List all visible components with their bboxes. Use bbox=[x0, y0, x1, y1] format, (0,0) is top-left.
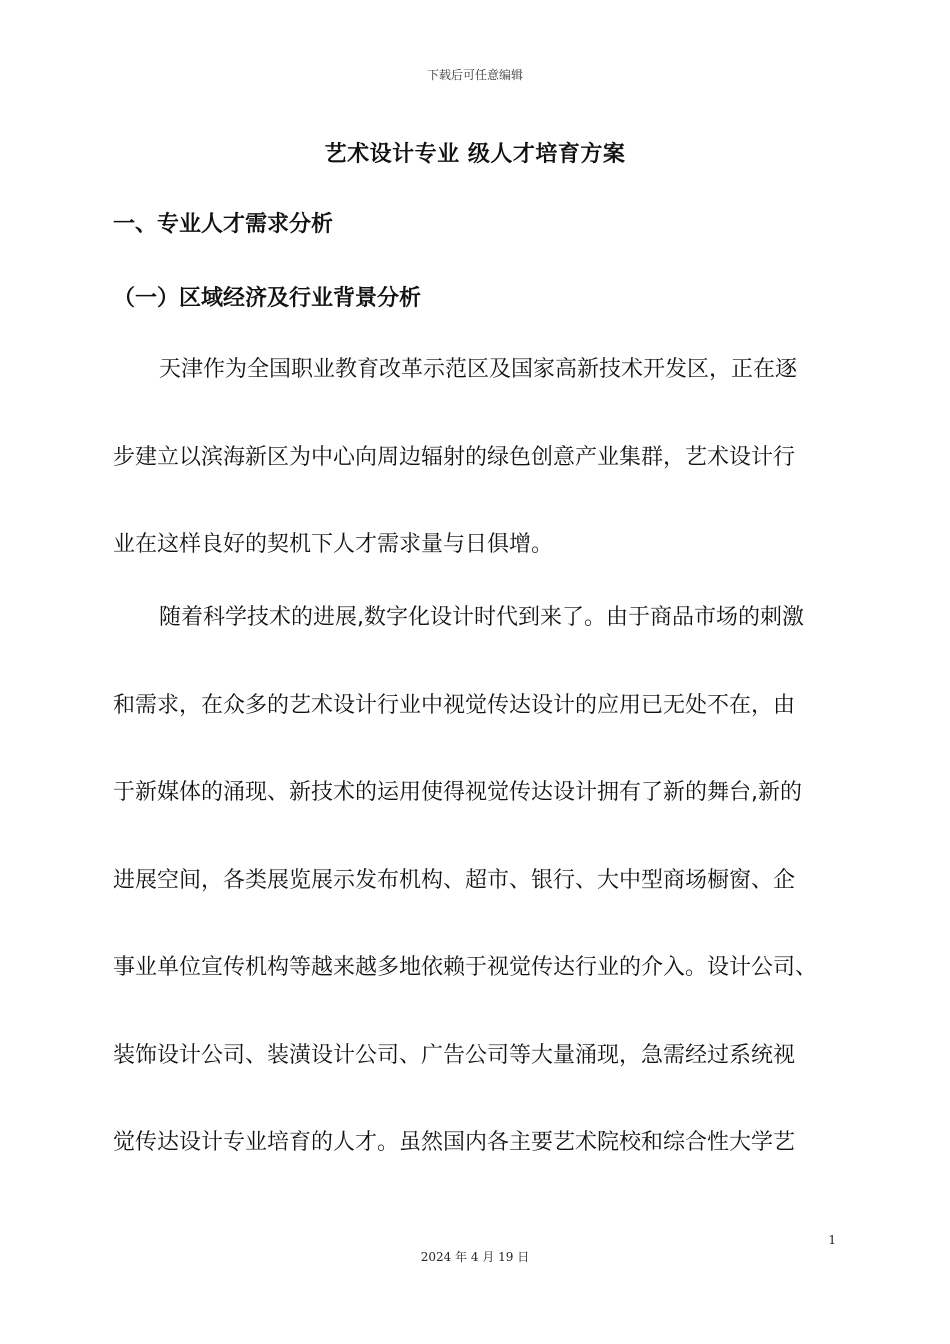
document-title: 艺术设计专业 级人才培育方案 bbox=[324, 142, 626, 167]
header-note: 下载后可任意编辑 bbox=[426, 68, 523, 82]
paragraph-2 bbox=[113, 574, 843, 1187]
paragraph-line: 装饰设计公司、装潢设计公司、广告公司等大量涌现，急需经过系统视 bbox=[113, 1042, 796, 1068]
footer-date: 2024 年 4 月 19 日 bbox=[420, 1250, 530, 1264]
paragraph-line: 天津作为全国职业教育改革示范区及国家高新技术开发区，正在逐 bbox=[159, 357, 798, 382]
paragraph-line: 步建立以滨海新区为中心向周边辐射的绿色创意产业集群，艺术设计行 bbox=[113, 444, 796, 470]
paragraph-line: 于新媒体的涌现、新技术的运用使得视觉传达设计拥有了新的舞台,新的 bbox=[113, 780, 802, 805]
paragraph-1 bbox=[113, 326, 843, 589]
paragraph-line: 进展空间，各类展览展示发布机构、超市、银行、大中型商场橱窗、企 bbox=[113, 867, 796, 893]
paragraph-line: 业在这样良好的契机下人才需求量与日俱增。 bbox=[113, 532, 554, 557]
paragraph-line: 随着科学技术的进展,数字化设计时代到来了。由于商品市场的刺激 bbox=[159, 605, 804, 630]
page-number: 1 bbox=[828, 1233, 836, 1247]
subsection-heading: （一）区域经济及行业背景分析 bbox=[113, 286, 422, 311]
paragraph-line: 觉传达设计专业培育的人才。虽然国内各主要艺术院校和综合性大学艺 bbox=[113, 1130, 796, 1155]
paragraph-line: 事业单位宣传机构等越来越多地依赖于视觉传达行业的介入。设计公司、 bbox=[113, 955, 818, 980]
paragraph-line: 和需求，在众多的艺术设计行业中视觉传达设计的应用已无处不在，由 bbox=[113, 692, 796, 718]
section-heading: 一、专业人才需求分析 bbox=[113, 212, 334, 237]
